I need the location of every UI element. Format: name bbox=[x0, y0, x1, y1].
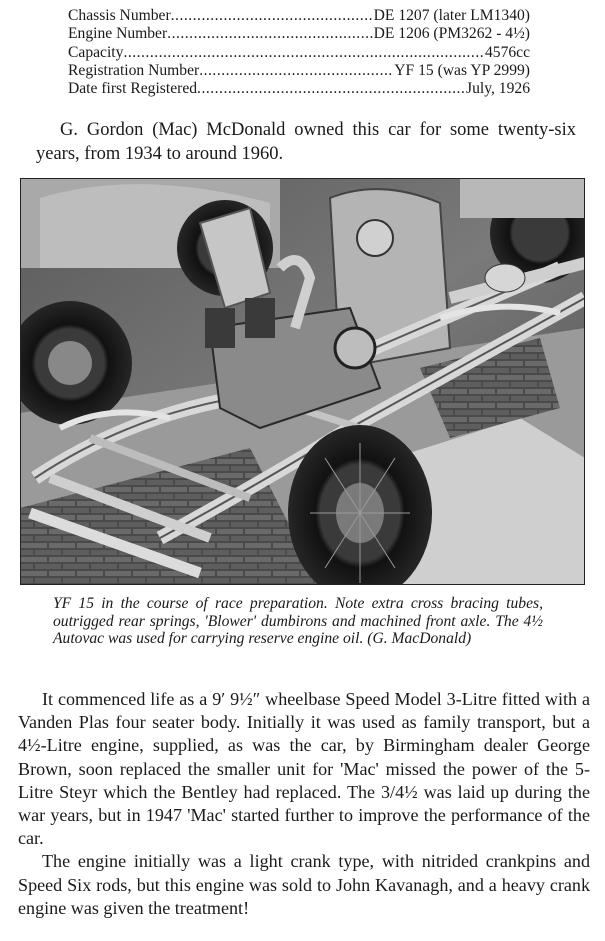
autovac-tank bbox=[357, 220, 393, 256]
spec-leader-dots bbox=[171, 7, 374, 25]
body-paragraph: It commenced life as a 9′ 9½″ wheelbase Speed Model 3-Litre fitted with a Vanden Plas four seater body. Initially it was used as family transport, but a 4½-Litre engine, supplied, as was the car, by Birmingham dealer George Brown, soon replaced the smaller unit for 'Mac' missed the power of the 5-Litre Steyr which the Bentley had replaced. The 3/4½ was laid up during the war years, but in 1947 'Mac' started further to improve the performance of the car. bbox=[18, 689, 590, 849]
body-text bbox=[18, 688, 590, 920]
spec-label: Capacity bbox=[68, 43, 124, 61]
spec-label: Chassis Number bbox=[68, 7, 171, 24]
spec-label: Engine Number bbox=[68, 25, 168, 43]
differential bbox=[485, 264, 525, 292]
front-left-hub bbox=[48, 341, 92, 385]
spec-row-date bbox=[68, 80, 530, 98]
spec-row-engine bbox=[68, 25, 530, 43]
spec-leader-dots bbox=[123, 44, 485, 62]
chassis-photo-illustration bbox=[20, 178, 585, 585]
spec-label: Date first Registered bbox=[68, 80, 198, 98]
photo-caption: YF 15 in the course of race preparation. Note extra cross bracing tubes, outrigged rear springs, 'Blower' dumbirons and machined front axle. The 4½ Autovac was used for carrying reserve engine oil. (G. MacDonald) bbox=[53, 595, 543, 648]
carburettor-2 bbox=[245, 298, 275, 338]
magneto-housing bbox=[335, 328, 375, 368]
spec-row-chassis bbox=[68, 7, 530, 25]
background-car-right bbox=[460, 178, 585, 218]
spec-value: DE 1207 (later LM1340) bbox=[373, 7, 530, 24]
body-paragraph: The engine initially was a light crank type, with nitrided crankpins and Speed Six rods, but this engine was sold to John Kavanagh, and a heavy crank engine was given the treatment! bbox=[18, 851, 590, 918]
spec-value: 4576cc bbox=[484, 43, 530, 61]
spec-leader-dots bbox=[199, 62, 394, 80]
spec-value: July, 1926 bbox=[466, 80, 530, 98]
intro-paragraph: G. Gordon (Mac) McDonald owned this car for some twenty-six years, from 1934 to around 1960. bbox=[36, 120, 576, 164]
spec-label: Registration Number bbox=[68, 61, 200, 79]
spec-value: DE 1206 (PM3262 - 4½) bbox=[373, 25, 530, 43]
chassis-photo bbox=[20, 178, 585, 585]
spec-leader-dots bbox=[197, 80, 466, 98]
spec-row-registration bbox=[68, 62, 530, 80]
spec-list bbox=[68, 7, 530, 98]
spec-row-capacity bbox=[68, 44, 530, 62]
spec-leader-dots bbox=[167, 25, 373, 43]
spec-value: YF 15 (was YP 2999) bbox=[394, 61, 530, 79]
carburettor-1 bbox=[205, 308, 235, 348]
